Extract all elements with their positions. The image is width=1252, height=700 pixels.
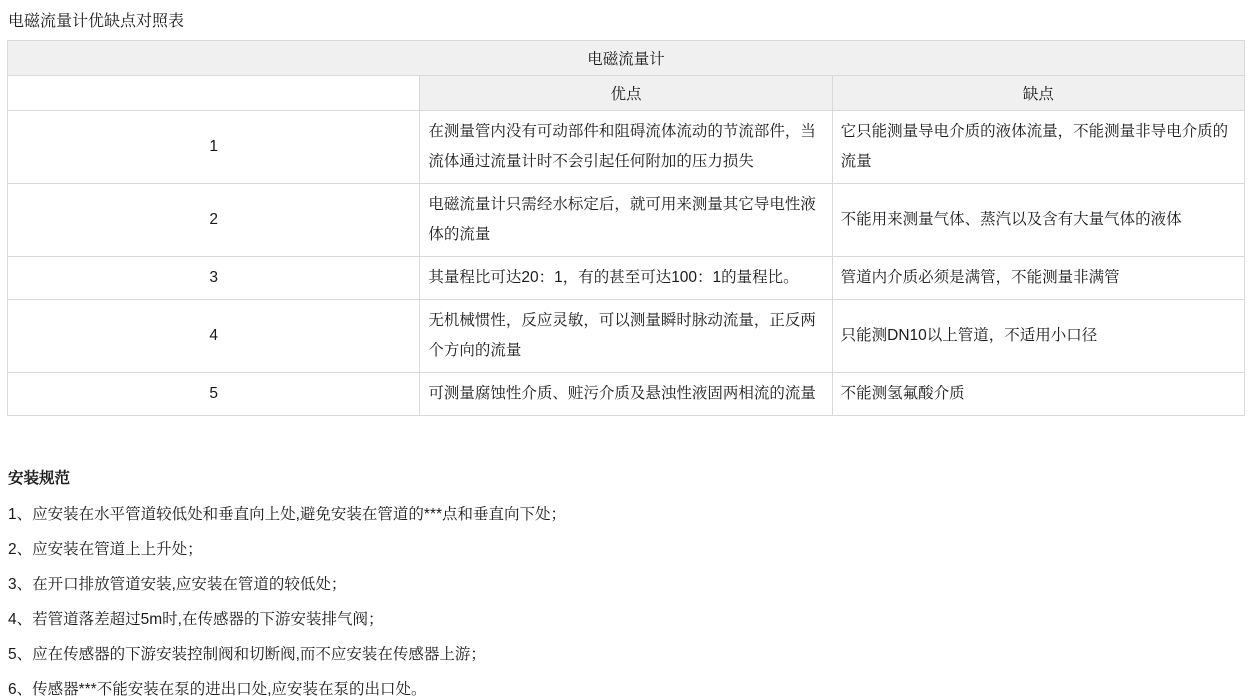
list-item: 2、应安装在管道上上升处； (8, 541, 203, 558)
row-cons: 只能测DN10以上管道，不适用小口径 (832, 300, 1244, 373)
row-cons: 不能用来测量气体、蒸汽以及含有大量气体的液体 (832, 184, 1244, 257)
row-index: 5 (8, 373, 420, 416)
table-header-title: 电磁流量计 (8, 41, 1245, 76)
row-index: 3 (8, 257, 420, 300)
table-header-row-top (8, 41, 1245, 76)
row-cons: 不能测氢氟酸介质 (832, 373, 1244, 416)
table-row (8, 184, 1245, 257)
table-row (8, 373, 1245, 416)
row-index: 1 (8, 111, 420, 184)
table-header-cons: 缺点 (832, 76, 1244, 111)
row-pros: 其量程比可达20：1，有的甚至可达100：1的量程比。 (420, 257, 832, 300)
row-pros: 在测量管内没有可动部件和阻碍流体流动的节流部件，当流体通过流量计时不会引起任何附加的压力损失 (420, 111, 832, 184)
install-rules-list (0, 490, 1252, 700)
table-row (8, 300, 1245, 373)
table-header-index (8, 76, 420, 111)
list-item: 6、传感器***不能安装在泵的进出口处,应安装在泵的出口处。 (8, 681, 427, 698)
page-title: 电磁流量计优缺点对照表 (8, 13, 185, 30)
row-cons: 管道内介质必须是满管，不能测量非满管 (832, 257, 1244, 300)
table-header-row-sub (8, 76, 1245, 111)
row-pros: 无机械惯性，反应灵敏，可以测量瞬时脉动流量，正反两个方向的流量 (420, 300, 832, 373)
install-section-title: 安装规范 (8, 470, 71, 487)
comparison-table (7, 40, 1245, 416)
row-pros: 电磁流量计只需经水标定后，就可用来测量其它导电性液体的流量 (420, 184, 832, 257)
list-item: 5、应在传感器的下游安装控制阀和切断阀,而不应安装在传感器上游； (8, 646, 486, 663)
list-item: 4、若管道落差超过5m时,在传感器的下游安装排气阀； (8, 611, 384, 628)
row-index: 4 (8, 300, 420, 373)
list-item: 3、在开口排放管道安装,应安装在管道的较低处； (8, 576, 347, 593)
table-row (8, 257, 1245, 300)
list-item: 1、应安装在水平管道较低处和垂直向上处,避免安装在管道的***点和垂直向下处； (8, 506, 567, 523)
row-cons: 它只能测量导电介质的液体流量，不能测量非导电介质的流量 (832, 111, 1244, 184)
table-header-pros: 优点 (420, 76, 832, 111)
row-index: 2 (8, 184, 420, 257)
row-pros: 可测量腐蚀性介质、赃污介质及悬浊性液固两相流的流量 (420, 373, 832, 416)
table-row (8, 111, 1245, 184)
